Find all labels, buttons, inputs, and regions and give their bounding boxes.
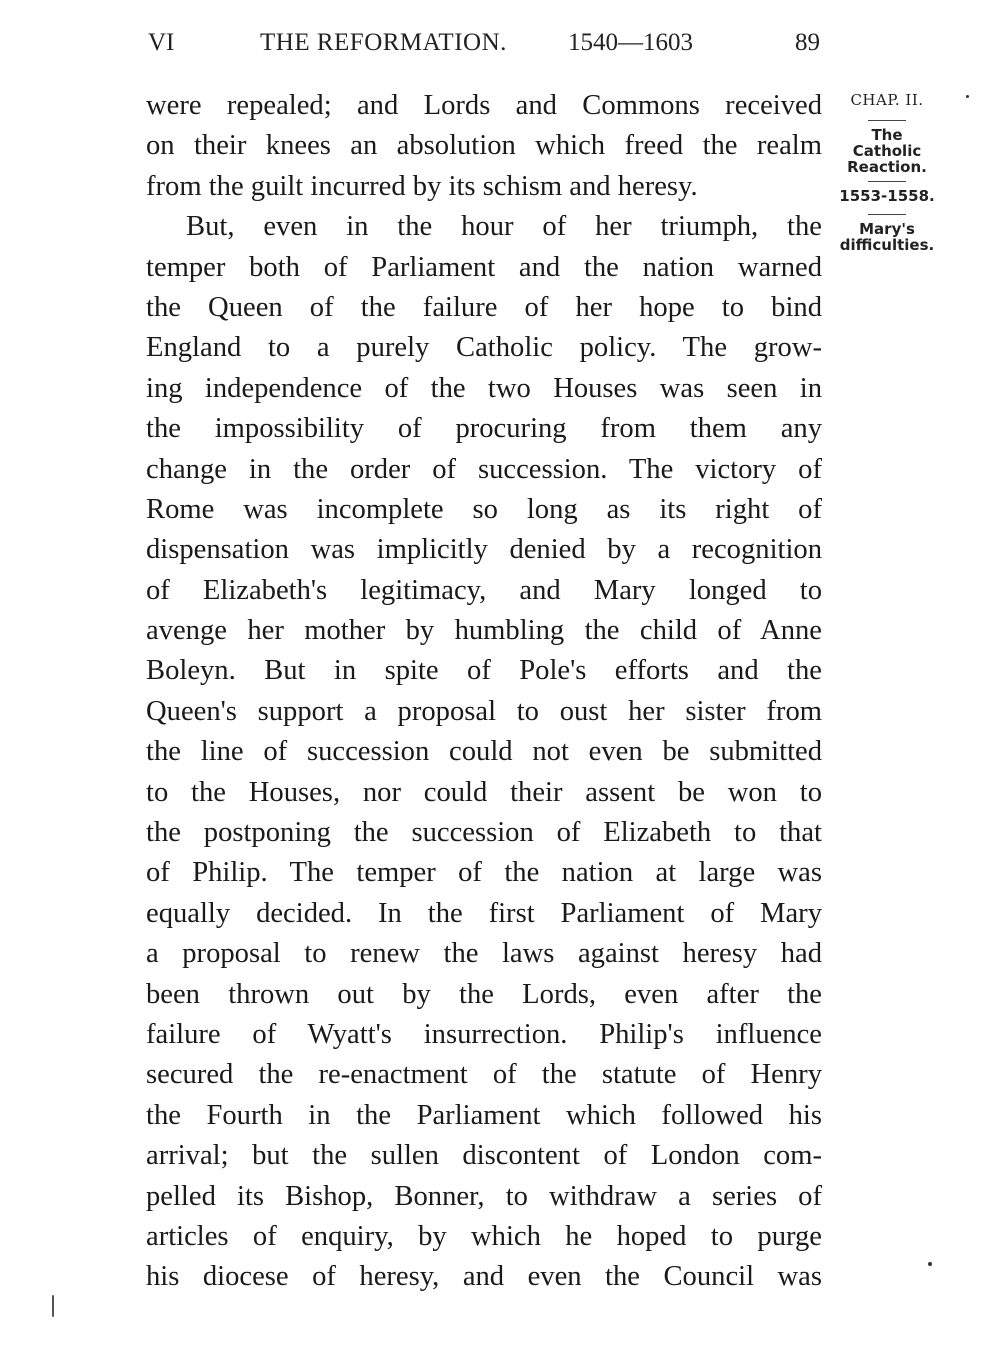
margin-topic-line: The: [871, 126, 903, 144]
text-line: failure of Wyatt's insurrection. Philip's influence: [146, 1018, 822, 1050]
text-line: Queen's support a proposal to oust her sister from: [146, 695, 822, 727]
text-line: been thrown out by the Lords, even after the: [146, 978, 822, 1010]
text-line: the Fourth in the Parliament which followed his: [146, 1099, 822, 1131]
header-section-number: VI: [148, 29, 175, 56]
paragraph-start-line: But, even in the hour of her triumph, the: [186, 211, 822, 243]
scan-speck: [928, 1262, 932, 1266]
text-line: England to a purely Catholic policy. The grow-: [146, 332, 822, 364]
margin-years: 1553-1558.: [839, 187, 935, 205]
text-line: his diocese of heresy, and even the Council was: [146, 1261, 822, 1293]
margin-topic-line: Catholic: [852, 142, 922, 160]
text-line: to the Houses, nor could their assent be won to: [146, 776, 822, 808]
margin-chapter-label: CHAP. II.: [850, 91, 924, 109]
text-line: the Queen of the failure of her hope to bind: [146, 291, 822, 323]
body-text: [146, 86, 822, 1298]
text-line: the line of succession could not even be submitted: [146, 736, 822, 768]
text-line: from the guilt incurred by its schism and heresy.: [146, 170, 698, 202]
margin-topic: [828, 127, 946, 177]
scan-speck: [966, 95, 969, 98]
margin-subtopic-line: Mary's: [859, 220, 915, 238]
margin-notes: [828, 92, 946, 257]
scan-mark: [52, 1295, 54, 1317]
margin-subtopic: [828, 221, 946, 257]
text-line: the postponing the succession of Elizabeth to that: [146, 817, 822, 849]
text-line: pelled its Bishop, Bonner, to withdraw a series of: [146, 1180, 822, 1212]
text-line: on their knees an absolution which freed the realm: [146, 130, 822, 162]
margin-divider: [868, 181, 906, 182]
text-line: dispensation was implicitly denied by a recognition: [146, 534, 822, 566]
margin-topic-line: Reaction.: [847, 158, 927, 176]
text-line: the impossibility of procuring from them any: [146, 413, 822, 445]
text-line: were repealed; and Lords and Commons received: [146, 90, 822, 121]
text-line: of Elizabeth's legitimacy, and Mary longed to: [146, 574, 822, 606]
margin-divider: [868, 214, 906, 215]
text-line: a proposal to renew the laws against heresy had: [146, 938, 822, 970]
text-line: articles of enquiry, by which he hoped to purge: [146, 1220, 822, 1252]
text-line: temper both of Parliament and the nation warned: [146, 251, 822, 283]
margin-subtopic-line: difficulties.: [839, 236, 935, 254]
margin-divider: [868, 120, 906, 121]
header-title: THE REFORMATION.: [260, 29, 507, 56]
text-line: arrival; but the sullen discontent of London com-: [146, 1140, 822, 1172]
text-line: of Philip. The temper of the nation at large was: [146, 857, 822, 889]
header-years: 1540—1603: [568, 29, 693, 56]
text-line: ing independence of the two Houses was seen in: [146, 372, 822, 404]
running-header: [148, 28, 820, 58]
text-line: avenge her mother by humbling the child of Anne: [146, 615, 822, 647]
page-number: 89: [795, 29, 820, 56]
text-line: secured the re-enactment of the statute of Henry: [146, 1059, 822, 1091]
text-line: Boleyn. But in spite of Pole's efforts and the: [146, 655, 822, 687]
text-line: equally decided. In the first Parliament of Mary: [146, 897, 822, 929]
text-line: change in the order of succession. The victory of: [146, 453, 822, 485]
text-line: Rome was incomplete so long as its right of: [146, 493, 822, 525]
